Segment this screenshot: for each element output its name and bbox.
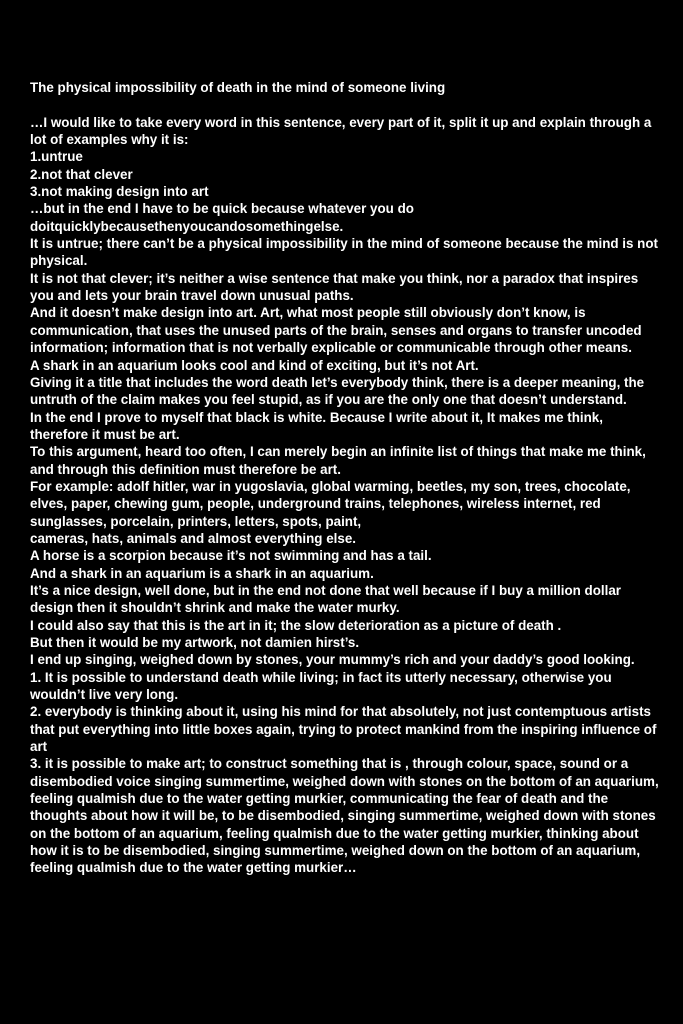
paragraph: It is untrue; there can’t be a physical impossibility in the mind of someone because the mind is not physical. [30, 236, 658, 269]
paragraph: …I would like to take every word in this sentence, every part of it, split it up and explain through a lot of examples why it is: [30, 114, 652, 148]
paragraph: For example: adolf hitler, war in yugoslavia, global warming, beetles, my son, trees, chocolate, elves, paper, chewing gum, people, underground trains, telephones, wireless internet, red sunglasses, porcelain, printers, letters, spots, paint, [30, 478, 631, 529]
paragraph: It is not that clever; it’s neither a wise sentence that make you think, nor a paradox that inspires you and lets your brain travel down unusual paths. [30, 270, 639, 304]
paragraph: 2. everybody is thinking about it, using his mind for that absolutely, not just contemptuous artists that put everything into little boxes again, trying to protect mankind from the inspiring influence of art [30, 704, 657, 755]
paragraph: 3. it is possible to make art; to construct something that is , through colour, space, sound or a disembodied voice singing summertime, weighed down with stones on the bottom of an aquarium, feeling qualmish due to the water getting murkier, communicating the fear of death and the thoughts about how it will be, to be disembodied, singing summertime, weighed down with stones on the bottom of an aquarium, feeling qualmish due to the water getting murkier, thinking about how it is to be disembodied, singing summertime, weighed down on the bottom of an aquarium, feeling qualmish due to the water getting murkier… [30, 756, 659, 876]
paragraph: In the end I prove to myself that black is white. Because I write about it, It makes me think, therefore it must be art. [30, 409, 603, 442]
paragraph: 1.untrue [30, 149, 83, 165]
paragraph: 3.not making design into art [30, 184, 209, 200]
paragraph: cameras, hats, animals and almost everything else. [30, 530, 356, 546]
paragraph: And it doesn’t make design into art. Art, what most people still obviously don’t know, is communication, that uses the unused parts of the brain, senses and organs to transfer uncoded information; information that is not verbally explicable or communicable through other means. [30, 305, 642, 356]
paragraph: I could also say that this is the art in it; the slow deterioration as a picture of death . [30, 617, 562, 633]
paragraph: A shark in an aquarium looks cool and kind of exciting, but it’s not Art. [30, 357, 479, 373]
paragraph: But then it would be my artwork, not damien hirst’s. [30, 635, 360, 650]
document-title: The physical impossibility of death in the mind of someone living [30, 80, 446, 95]
paragraph: I end up singing, weighed down by stones, your mummy’s rich and your daddy’s good looking. [30, 652, 635, 668]
paragraph: …but in the end I have to be quick because whatever you do doitquicklybecausethenyoucandosomethingelse. [30, 201, 414, 234]
paragraph: Giving it a title that includes the word death let’s everybody think, there is a deeper meaning, the untruth of the claim makes you feel stupid, as if you are the only one that doesn’t understand. [30, 374, 645, 408]
paragraph: A horse is a scorpion because it’s not swimming and has a tail. [30, 548, 432, 564]
document-body [30, 79, 660, 877]
paragraph: 2.not that clever [30, 166, 133, 182]
paragraph: To this argument, heard too often, I can merely begin an infinite list of things that make me think, and through this definition must therefore be art. [30, 444, 646, 477]
paragraph: 1. It is possible to understand death while living; in fact its utterly necessary, otherwise you wouldn’t live very long. [30, 669, 612, 703]
paragraph-list [30, 114, 660, 877]
paragraph: It’s a nice design, well done, but in the end not done that well because if I buy a million dollar design then it shouldn’t shrink and make the water murky. [30, 582, 621, 616]
paragraph: And a shark in an aquarium is a shark in an aquarium. [30, 565, 374, 581]
